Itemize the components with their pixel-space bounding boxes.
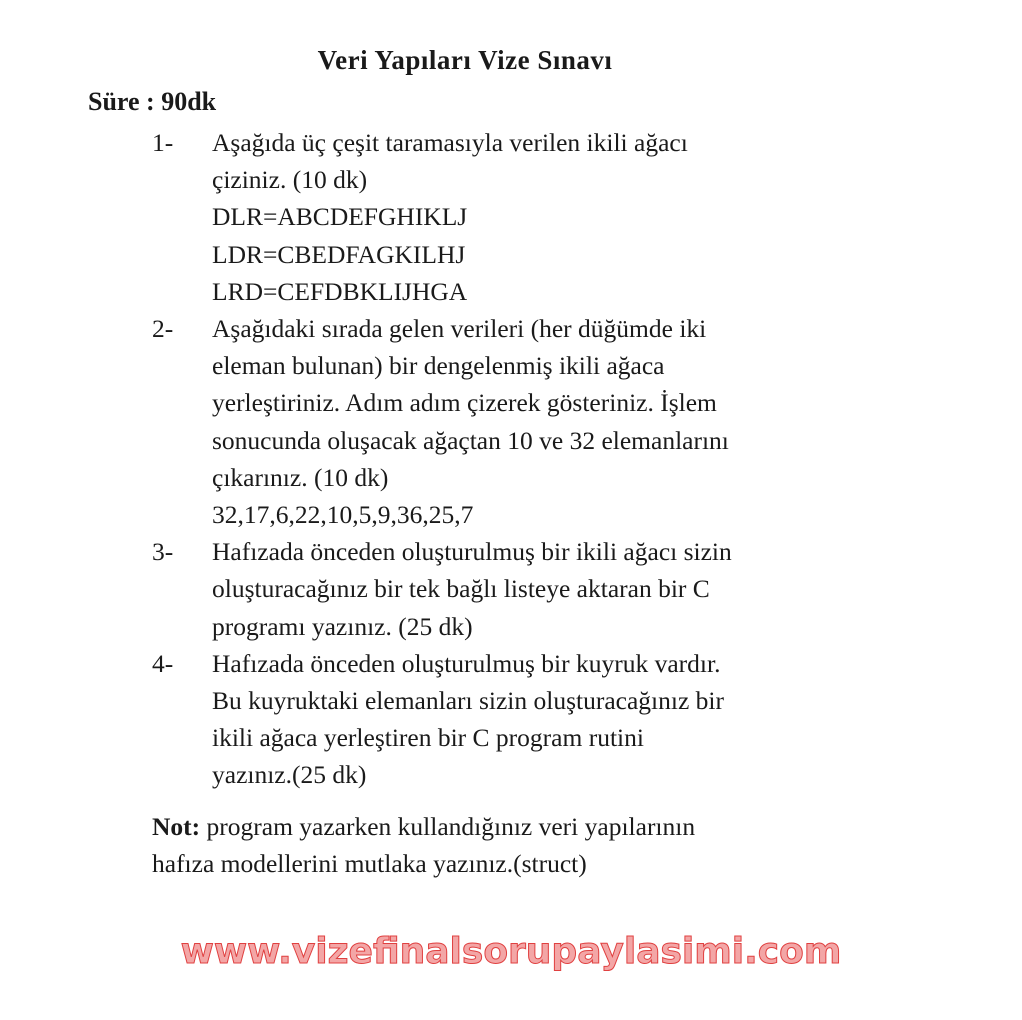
question-line: Hafızada önceden oluşturulmuş bir ikili ağacı sizin bbox=[212, 537, 732, 567]
question-line: Bu kuyruktaki elemanları sizin oluşturacağınız bir bbox=[212, 686, 724, 716]
question-line: Hafızada önceden oluşturulmuş bir kuyruk vardır. bbox=[212, 648, 721, 678]
question-4 bbox=[152, 645, 952, 794]
question-text bbox=[212, 124, 952, 310]
question-text bbox=[212, 645, 952, 794]
question-number: 1- bbox=[152, 128, 174, 157]
exam-body bbox=[152, 124, 952, 883]
question-number: 2- bbox=[152, 314, 174, 344]
note-text-line1: program yazarken kullandığınız veri yapılarının bbox=[200, 811, 696, 841]
watermark: www.vizefinalsorupaylasimi.com bbox=[180, 931, 842, 972]
question-line: yazınız.(25 dk) bbox=[212, 760, 367, 790]
note bbox=[152, 808, 952, 883]
question-line: çıkarınız. (10 dk) bbox=[212, 462, 389, 492]
question-line: ikili ağaca yerleştiren bir C program rutini bbox=[212, 723, 644, 753]
question-line: 32,17,6,22,10,5,9,36,25,7 bbox=[212, 500, 474, 530]
question-line: LRD=CEFDBKLIJHGA bbox=[212, 276, 468, 306]
question-text bbox=[212, 533, 952, 645]
note-label: Not: bbox=[152, 811, 201, 841]
question-number: 3- bbox=[152, 537, 174, 567]
exam-duration: Süre : 90dk bbox=[88, 87, 217, 116]
question-line: Aşağıda üç çeşit taramasıyla verilen ikili ağacı bbox=[212, 128, 688, 157]
question-line: LDR=CBEDFAGKILHJ bbox=[212, 239, 466, 269]
question-number: 4- bbox=[152, 648, 174, 678]
note-text-line2: hafıza modellerini mutlaka yazınız.(struct) bbox=[152, 849, 587, 879]
question-text bbox=[212, 310, 952, 533]
question-3 bbox=[152, 533, 952, 645]
question-2 bbox=[152, 310, 952, 533]
question-line: programı yazınız. (25 dk) bbox=[212, 611, 473, 641]
question-list bbox=[152, 124, 952, 794]
question-line: sonucunda oluşacak ağaçtan 10 ve 32 elemanlarını bbox=[212, 425, 729, 455]
question-line: çiziniz. (10 dk) bbox=[212, 165, 368, 195]
question-1 bbox=[152, 124, 952, 310]
question-line: Aşağıdaki sırada gelen verileri (her düğümde iki bbox=[212, 314, 707, 344]
exam-title: Veri Yapıları Vize Sınavı bbox=[317, 45, 613, 75]
question-line: eleman bulunan) bir dengelenmiş ikili ağaca bbox=[212, 351, 665, 381]
question-line: DLR=ABCDEFGHIKLJ bbox=[212, 202, 468, 232]
question-line: oluşturacağınız bir tek bağlı listeye aktaran bir C bbox=[212, 574, 710, 604]
question-line: yerleştiriniz. Adım adım çizerek gösteriniz. İşlem bbox=[212, 388, 717, 418]
